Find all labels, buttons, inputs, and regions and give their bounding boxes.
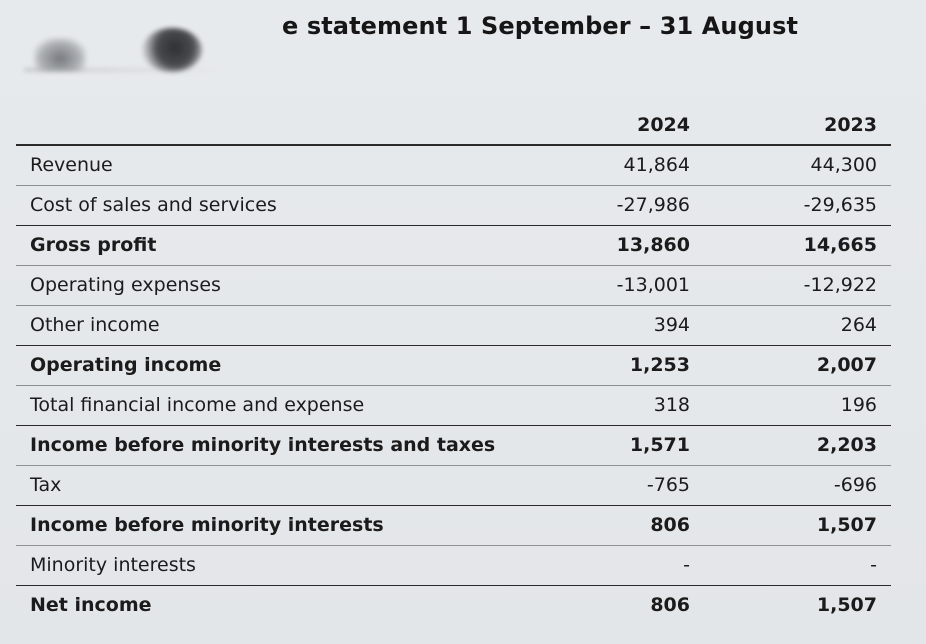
company-logo [24,22,234,74]
row-value-current: 318 [541,386,704,426]
table-row-subtotal [16,506,891,546]
row-value-prior: -29,635 [704,186,891,226]
year-current-header: 2024 [541,106,704,145]
row-value-prior: -12,922 [704,266,891,306]
logo-mark-left [34,38,86,72]
table-row-subtotal [16,426,891,466]
row-label: Operating expenses [16,266,541,306]
row-value-prior: 264 [704,306,891,346]
year-prior-header: 2023 [704,106,891,145]
row-label: Tax [16,466,541,506]
row-value-current: -27,986 [541,186,704,226]
row-value-current: 806 [541,506,704,546]
table-row-total [16,586,891,626]
row-value-current: -765 [541,466,704,506]
row-label: Revenue [16,145,541,186]
row-value-current: 806 [650,594,690,616]
row-value-current: - [541,546,704,586]
table-row-subtotal [16,226,891,266]
row-label: Minority interests [16,546,541,586]
table-row [16,306,891,346]
table-row [16,145,891,186]
table-row [16,186,891,226]
statement-title: e statement 1 September – 31 August [282,12,799,40]
table-row [16,386,891,426]
row-value-prior: 2,203 [704,426,891,466]
row-value-prior: 14,665 [704,226,891,266]
row-value-prior: 1,507 [816,594,877,616]
table-row [16,466,891,506]
row-value-prior: 2,007 [704,346,891,386]
row-label: Net income [30,594,152,616]
row-label: Income before minority interests [16,506,541,546]
row-value-current: -13,001 [541,266,704,306]
income-statement-table [16,106,891,625]
row-value-current: 1,571 [541,426,704,466]
row-label: Operating income [16,346,541,386]
label-column-header [16,106,541,145]
row-value-prior: 44,300 [704,145,891,186]
row-label: Other income [16,306,541,346]
row-label: Cost of sales and services [16,186,541,226]
logo-mark-right [142,28,202,72]
row-value-current: 13,860 [541,226,704,266]
row-label: Income before minority interests and taxes [16,426,541,466]
table-row [16,266,891,306]
row-value-current: 394 [541,306,704,346]
row-value-prior: -696 [704,466,891,506]
header-row [16,106,891,145]
row-value-prior: 1,507 [704,506,891,546]
row-label: Total financial income and expense [16,386,541,426]
row-value-prior: 196 [704,386,891,426]
table-row [16,546,891,586]
row-value-prior: - [704,546,891,586]
row-value-current: 1,253 [541,346,704,386]
logo-underline [24,68,224,72]
row-value-current: 41,864 [541,145,704,186]
row-label: Gross profit [16,226,541,266]
table-row-subtotal [16,346,891,386]
